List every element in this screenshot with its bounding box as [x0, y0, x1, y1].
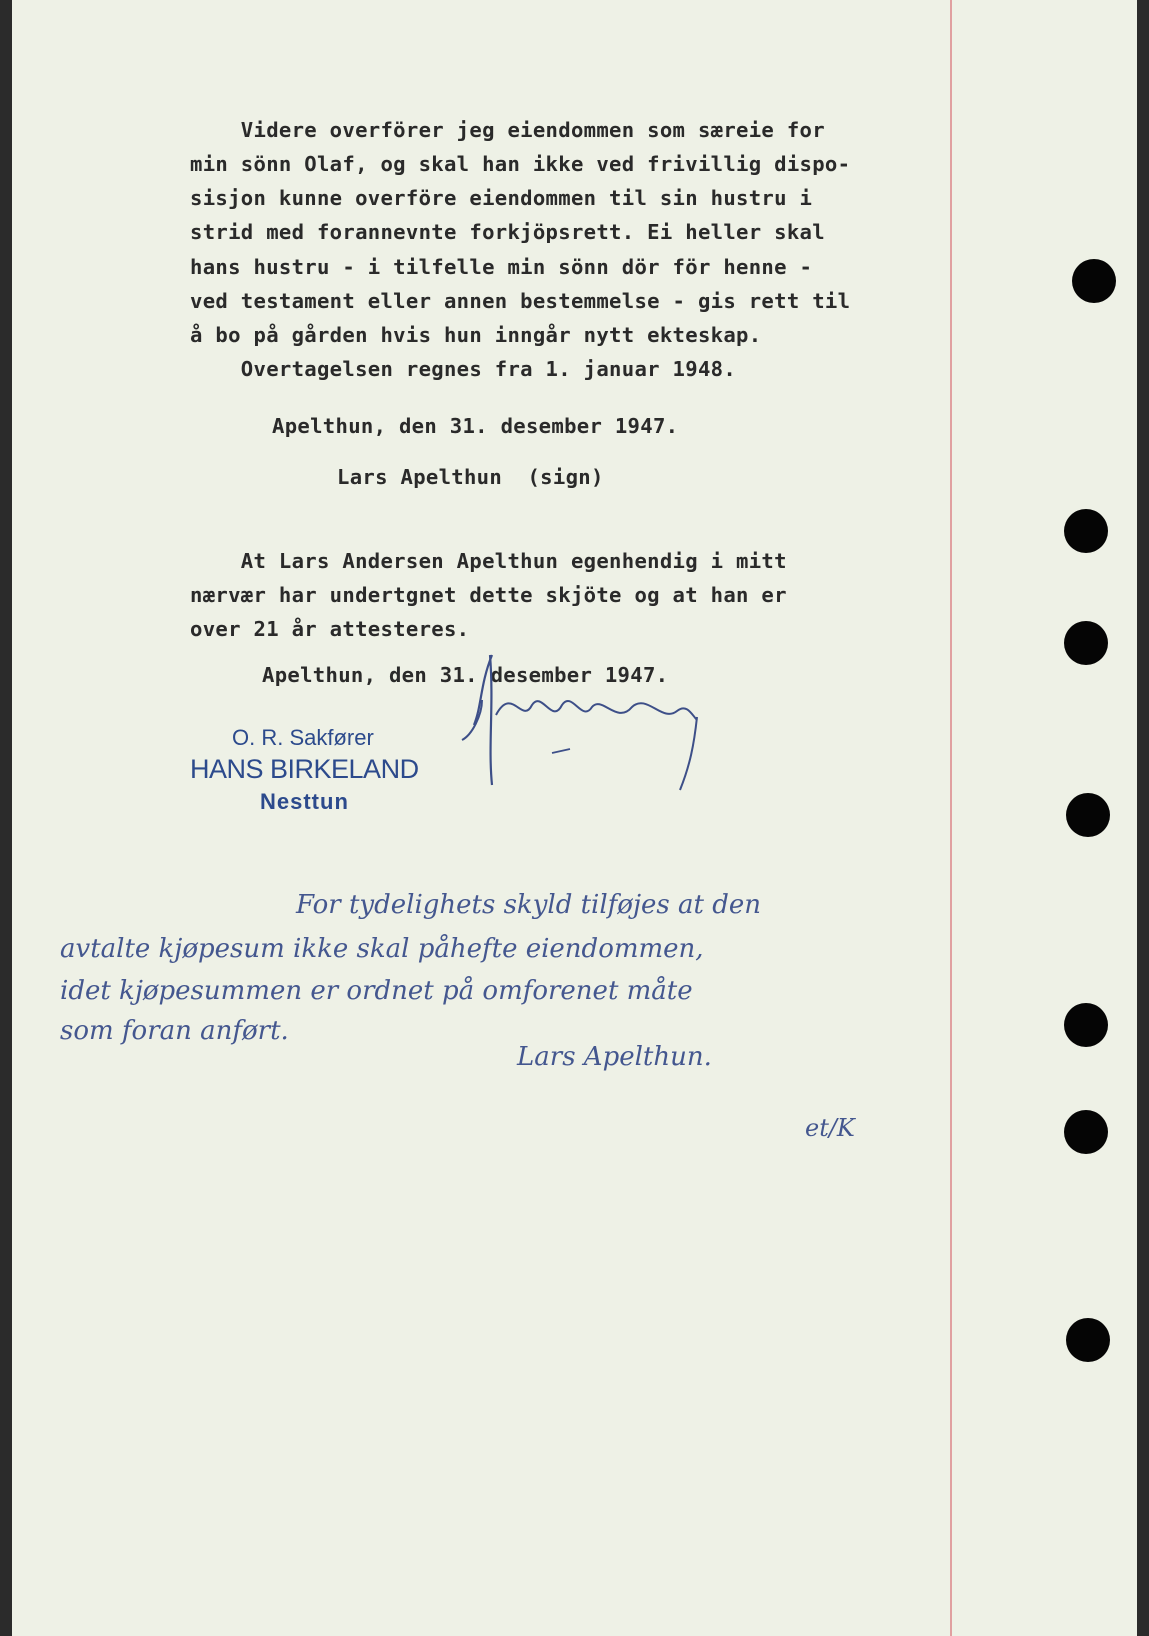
punch-hole: [1064, 1003, 1108, 1047]
handwritten-initials: et/K: [805, 1114, 855, 1142]
place-date: Apelthun, den 31. desember 1947.: [262, 663, 669, 687]
typed-line: sisjon kunne overföre eiendommen til sin hustru i: [190, 186, 813, 210]
typed-line: ved testament eller annen bestemmelse - gis rett til: [190, 289, 851, 313]
place-date: Apelthun, den 31. desember 1947.: [272, 414, 679, 438]
document-page: [12, 0, 1137, 1636]
stamp-title: O. R. Sakfører: [232, 725, 374, 750]
punch-hole: [1064, 621, 1108, 665]
punch-hole: [1064, 509, 1108, 553]
typed-line: min sönn Olaf, og skal han ikke ved frivillig dispo-: [190, 152, 851, 176]
stamp-place: Nesttun: [260, 789, 349, 814]
typed-line: hans hustru - i tilfelle min sönn dör för henne -: [190, 255, 813, 279]
attestation-line: over 21 år attesteres.: [190, 617, 470, 641]
handwritten-line: idet kjøpesummen er ordnet på omforenet måte: [60, 976, 693, 1006]
attestation-line: At Lars Andersen Apelthun egenhendig i mitt: [190, 549, 787, 573]
punch-hole: [1072, 259, 1116, 303]
handwritten-line: avtalte kjøpesum ikke skal påhefte eiendommen,: [60, 934, 704, 964]
lawyer-signature: [452, 645, 732, 815]
handwritten-line: For tydelighets skyld tilføjes at den: [296, 890, 762, 920]
typed-line: Overtagelsen regnes fra 1. januar 1948.: [190, 357, 737, 381]
punch-hole: [1066, 1318, 1110, 1362]
attestation-line: nærvær har undertgnet dette skjöte og at han er: [190, 583, 787, 607]
handwritten-line: som foran anført.: [60, 1016, 289, 1046]
punch-hole: [1066, 793, 1110, 837]
punch-hole: [1064, 1110, 1108, 1154]
typed-line: strid med forannevnte forkjöpsrett. Ei heller skal: [190, 220, 825, 244]
signer-name: Lars Apelthun (sign): [337, 465, 604, 489]
handwritten-signature: Lars Apelthun.: [517, 1042, 712, 1072]
red-margin-line: [950, 0, 952, 1636]
typed-line: Videre overförer jeg eiendommen som særeie for: [190, 118, 825, 142]
typed-line: å bo på gården hvis hun inngår nytt ekteskap.: [190, 323, 762, 347]
stamp-name: HANS BIRKELAND: [190, 754, 419, 784]
